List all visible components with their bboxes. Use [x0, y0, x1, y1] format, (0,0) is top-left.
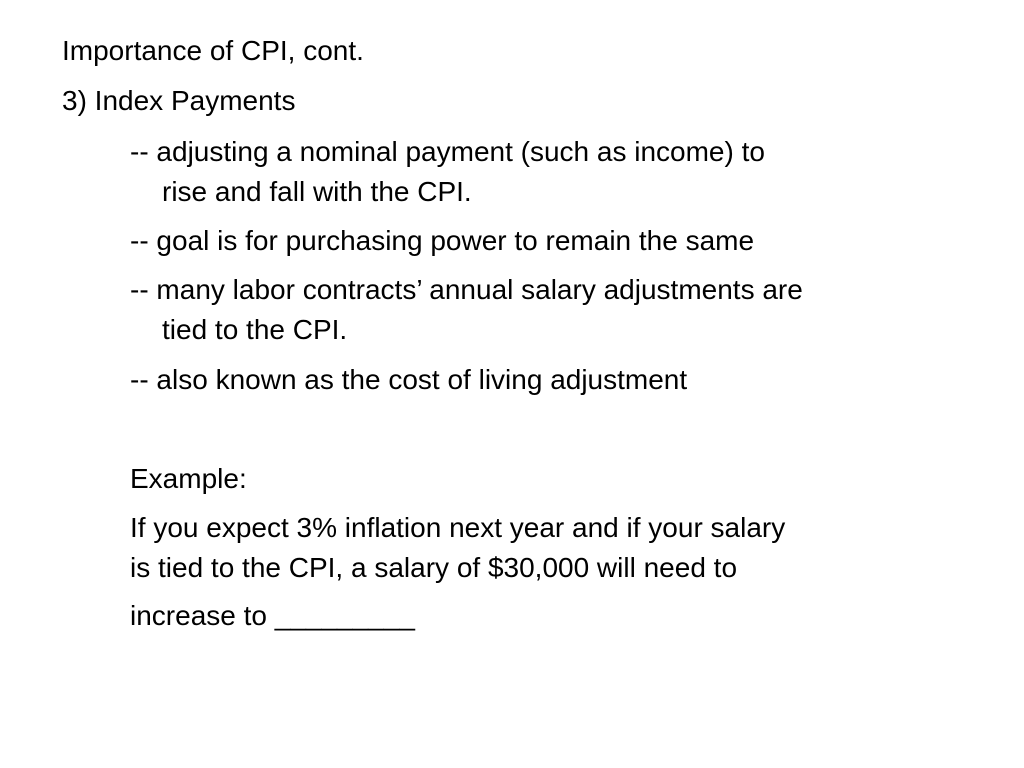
example-text-line: increase to _________ — [130, 600, 415, 631]
bullet-item-continuation: rise and fall with the CPI. — [162, 176, 472, 207]
example-label: Example: — [130, 463, 247, 494]
bullet-item-continuation: tied to the CPI. — [162, 314, 348, 345]
slide-title: Importance of CPI, cont. — [62, 35, 364, 66]
example-text-line: is tied to the CPI, a salary of $30,000 will need to — [130, 552, 738, 583]
bullet-item: -- adjusting a nominal payment (such as income) to — [130, 136, 765, 167]
bullet-item: -- goal is for purchasing power to remain the same — [130, 225, 755, 256]
example-text-line: If you expect 3% inflation next year and if your salary — [130, 512, 786, 543]
bullet-item: -- also known as the cost of living adjustment — [130, 364, 688, 395]
bullet-item: -- many labor contracts’ annual salary adjustments are — [130, 274, 803, 305]
section-heading: 3) Index Payments — [62, 85, 296, 116]
